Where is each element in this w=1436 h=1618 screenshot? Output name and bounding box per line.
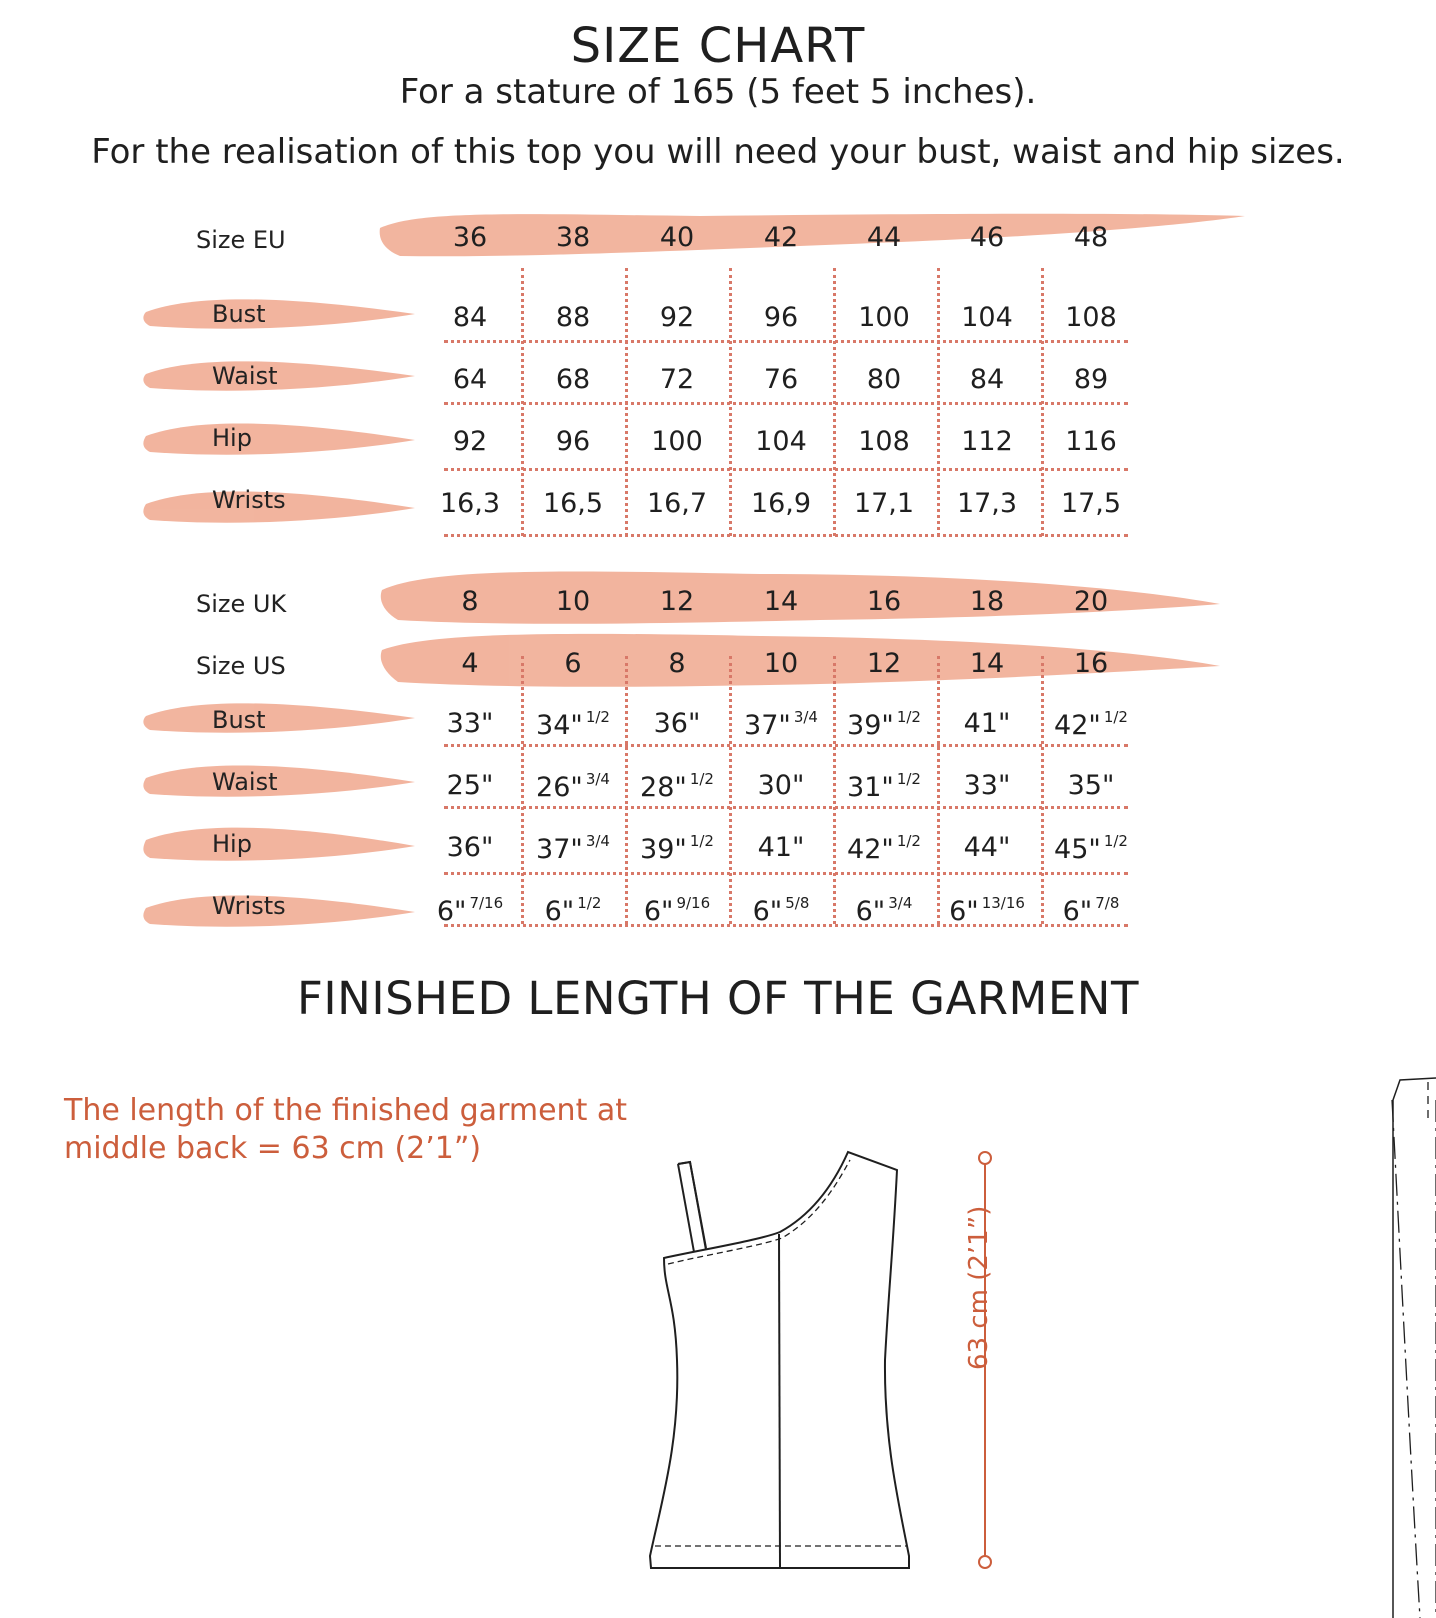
fraction: 1/2 [1103,832,1128,850]
us-size-value: 12 [866,648,902,679]
eu-cell: 16,3 [439,488,501,519]
imperial-cell: 6" $^{3/4}$ [855,894,913,927]
imperial-cell: 28" $^{1/2}$ [640,770,714,803]
us-size-value: 8 [668,648,686,679]
fraction: 1/2 [577,894,602,912]
eu-cell: 16,5 [542,488,604,519]
eu-cell: 104 [755,426,807,457]
eu-cell: 96 [555,426,591,457]
us-size-value: 6 [564,648,582,679]
fraction: 1/2 [896,708,921,726]
uk-size-value: 16 [866,586,902,617]
length-note: The length of the finished garment at middle back = 63 cm (2’1”) [64,1093,628,1166]
fraction: 1/2 [585,708,610,726]
fraction: 3/4 [888,894,913,912]
us-size-value: 14 [969,648,1005,679]
fraction: 1/2 [689,832,714,850]
eu-cell: 16,7 [646,488,708,519]
fraction: 1/2 [1103,708,1128,726]
eu-cell: 84 [969,364,1005,395]
imperial-cell: 36" [446,832,494,863]
imperial-cell: 6" $^{13/16}$ [949,894,1025,927]
eu-cell: 84 [452,302,488,333]
imperial-cell: 35" [1067,770,1115,801]
imperial-row-label: Bust [212,706,266,734]
eu-cell: 16,9 [750,488,812,519]
fraction: 1/2 [896,770,921,788]
eu-size-value: 42 [763,222,799,253]
imperial-row-label: Waist [212,768,278,796]
eu-row-label: Bust [212,300,266,328]
imperial-cell: 42" $^{1/2}$ [847,832,921,865]
eu-cell: 116 [1065,426,1117,457]
us-size-value: 10 [763,648,799,679]
eu-row-label: Wrists [212,486,286,514]
fraction: 5/8 [785,894,810,912]
eu-size-value: 36 [452,222,488,253]
imperial-cell: 31" $^{1/2}$ [847,770,921,803]
eu-cell: 88 [555,302,591,333]
eu-row-label: Waist [212,362,278,390]
measure-label: 63 cm (2’1”) [964,1205,994,1370]
imperial-row-label: Hip [212,830,252,858]
fraction: 1/2 [896,832,921,850]
imperial-cell: 34" $^{1/2}$ [536,708,610,741]
eu-size-value: 38 [555,222,591,253]
imperial-cell: 41" [963,708,1011,739]
eu-cell: 104 [961,302,1013,333]
imperial-cell: 39" $^{1/2}$ [640,832,714,865]
eu-cell: 68 [555,364,591,395]
imperial-cell: 44" [963,832,1011,863]
imperial-cell: 42" $^{1/2}$ [1054,708,1128,741]
uk-size-value: 20 [1073,586,1109,617]
eu-cell: 72 [659,364,695,395]
fraction: 3/4 [585,832,610,850]
eu-cell: 76 [763,364,799,395]
fraction: 9/16 [676,894,711,912]
imperial-cell: 6" $^{1/2}$ [544,894,602,927]
eu-cell: 92 [659,302,695,333]
imperial-cell: 6" $^{9/16}$ [643,894,711,927]
eu-cell: 100 [651,426,703,457]
imperial-cell: 41" [757,832,805,863]
imperial-cell: 37" $^{3/4}$ [744,708,818,741]
fraction: 1/2 [689,770,714,788]
stature-subtitle: For a stature of 165 (5 feet 5 inches). [399,72,1037,112]
eu-row-label: Hip [212,424,252,452]
imperial-cell: 25" [446,770,494,801]
imperial-cell: 33" [963,770,1011,801]
imperial-cell: 39" $^{1/2}$ [847,708,921,741]
eu-cell: 17,3 [956,488,1018,519]
imperial-cell: 33" [446,708,494,739]
size-eu-label: Size EU [196,226,286,254]
eu-cell: 64 [452,364,488,395]
eu-cell: 108 [1065,302,1117,333]
eu-cell: 112 [961,426,1013,457]
imperial-cell: 6" $^{7/16}$ [436,894,504,927]
eu-cell: 89 [1073,364,1109,395]
fraction: 7/8 [1095,894,1120,912]
imperial-cell: 36" [653,708,701,739]
uk-size-value: 10 [555,586,591,617]
eu-cell: 17,1 [853,488,915,519]
intro-text: For the realisation of this top you will need your bust, waist and hip sizes. [91,132,1345,172]
imperial-cell: 26" $^{3/4}$ [536,770,610,803]
eu-cell: 80 [866,364,902,395]
eu-size-value: 44 [866,222,902,253]
fraction: 13/16 [981,894,1025,912]
size-us-label: Size US [196,652,286,680]
uk-size-value: 14 [763,586,799,617]
uk-size-value: 8 [461,586,479,617]
uk-size-value: 18 [969,586,1005,617]
eu-cell: 96 [763,302,799,333]
imperial-row-label: Wrists [212,892,286,920]
eu-cell: 17,5 [1060,488,1122,519]
eu-size-value: 46 [969,222,1005,253]
imperial-cell: 30" [757,770,805,801]
us-size-value: 4 [461,648,479,679]
imperial-cell: 45" $^{1/2}$ [1054,832,1128,865]
eu-cell: 108 [858,426,910,457]
fraction: 3/4 [793,708,818,726]
uk-size-value: 12 [659,586,695,617]
fraction: 3/4 [585,770,610,788]
imperial-cell: 6" $^{5/8}$ [752,894,810,927]
eu-cell: 92 [452,426,488,457]
size-uk-label: Size UK [196,590,287,618]
eu-size-value: 48 [1073,222,1109,253]
eu-size-value: 40 [659,222,695,253]
eu-cell: 100 [858,302,910,333]
imperial-cell: 37" $^{3/4}$ [536,832,610,865]
finished-length-title: FINISHED LENGTH OF THE GARMENT [297,972,1139,1025]
page-title: SIZE CHART [570,18,866,74]
fraction: 7/16 [469,894,504,912]
imperial-cell: 6" $^{7/8}$ [1062,894,1120,927]
us-size-value: 16 [1073,648,1109,679]
